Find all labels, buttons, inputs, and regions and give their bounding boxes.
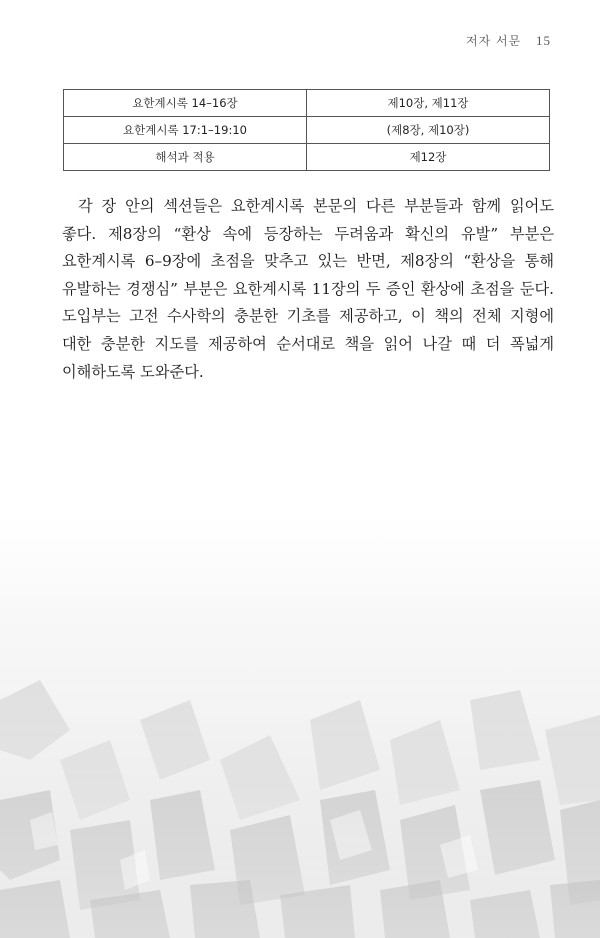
page-number: 15 xyxy=(536,33,551,48)
table-row xyxy=(64,90,550,117)
running-head xyxy=(466,32,551,49)
table-cell-chapter: (제8장, 제10장) xyxy=(307,117,550,144)
section-title: 저자 서문 xyxy=(465,34,522,48)
body-paragraph: 각 장 안의 섹션들은 요한계시록 본문의 다른 부분들과 함께 읽어도 좋다. 제8장의 “환상 속에 등장하는 두려움과 확신의 유발” 부분은 요한계시록 6–9장에 초점을 맞추고 있는 반면, 제8장의 “환상을 통해 유발하는 경쟁심” 부분은 요한계시록 11장의 두 증인 환상에 초점을 둔다. 도입부는 고전 수사학의 충분한 기초를 제공하고, 이 책의 전체 지형에 대한 충분한 지도를 제공하여 순서대로 책을 읽어 나갈 때 더 폭넓게 이해하도록 도와준다. xyxy=(62,197,554,381)
table-cell-chapter: 제12장 xyxy=(307,144,550,171)
table-cell-passage: 해석과 적용 xyxy=(64,144,307,171)
chapter-mapping-table xyxy=(63,89,550,171)
table-cell-passage: 요한계시록 14–16장 xyxy=(64,90,307,117)
table-cell-chapter: 제10장, 제11장 xyxy=(307,90,550,117)
table-row xyxy=(64,144,550,171)
table-row xyxy=(64,117,550,144)
table-cell-passage: 요한계시록 17:1–19:10 xyxy=(64,117,307,144)
